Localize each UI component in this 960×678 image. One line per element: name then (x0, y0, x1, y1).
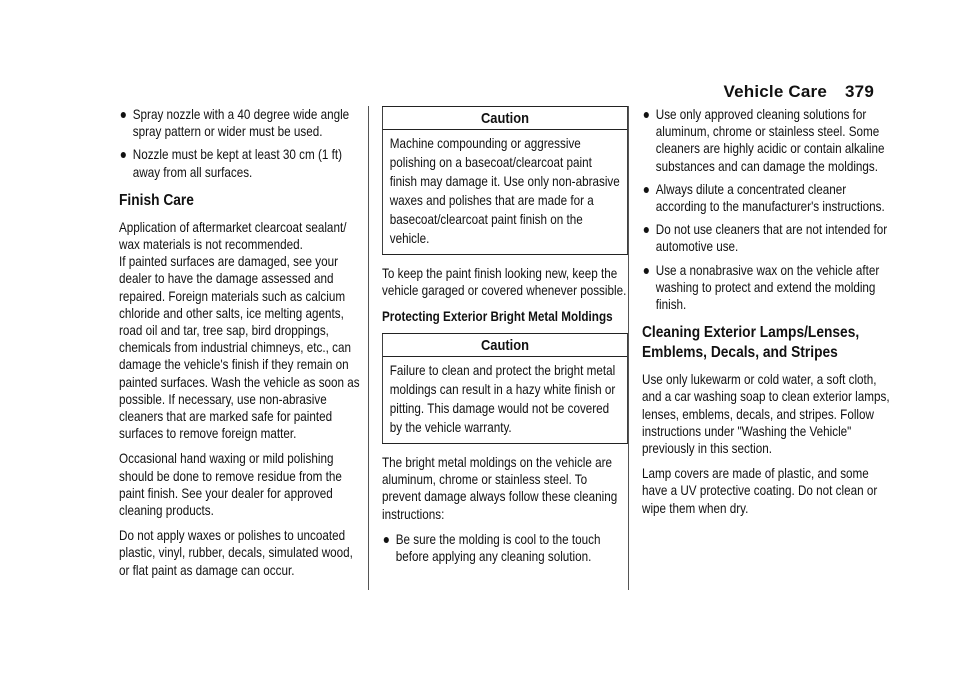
bullet-icon (120, 151, 127, 159)
bullet-icon (643, 226, 650, 234)
column-divider (628, 106, 629, 590)
list-item-text: Use a nonabrasive wax on the vehicle after washing to protect and extend the molding finish. (655, 262, 880, 313)
page-number: 379 (845, 82, 874, 101)
section-title: Vehicle Care (723, 82, 828, 101)
list-item-text: Use only approved cleaning solutions for aluminum, chrome or stainless steel. Some cleaners are highly acidic or contain alkaline substances and can damage the moldings. (655, 107, 885, 174)
paragraph: The bright metal moldings on the vehicle are aluminum, chrome or stainless steel. To prevent damage always follow these cleaning instructions: (382, 455, 618, 522)
list-item (382, 531, 628, 565)
list-item (119, 146, 365, 180)
bullet-icon (643, 267, 650, 275)
subheading: Protecting Exterior Bright Metal Moldings (382, 308, 613, 324)
column-3 (642, 106, 891, 525)
bullet-icon (643, 111, 650, 119)
caution-text: Machine compounding or aggressive polishing on a basecoat/clearcoat paint finish may damage it. Use only non-abrasive waxes and polishes that are made for a basecoat/clearcoat paint finish on the vehicle. (389, 136, 620, 247)
paragraph: Lamp covers are made of plastic, and some have a UV protective coating. Do not clean or wipe them when dry. (642, 466, 878, 516)
bullet-icon (120, 111, 127, 119)
paragraph: Use only lukewarm or cold water, a soft cloth, and a car washing soap to clean exterior lamps, lenses, emblems, decals, and stripes. Follow instructions under "Washing the Vehicle" previously in this section. (642, 372, 890, 457)
caution-box (382, 333, 628, 444)
list-item-text: Always dilute a concentrated cleaner according to the manufacturer's instructions. (655, 181, 885, 215)
paragraph: If painted surfaces are damaged, see your dealer to have the damage assessed and repaired. Foreign materials such as calcium chloride and other salts, ice melting agents, road oil and tar, tree sap, bird droppings, chemicals from industrial chimneys, etc., can damage the vehicle's finish if they remain on painted surfaces. Wash the vehicle as soon as possible. If necessary, use non-abrasive cleaners that are marked safe for painted surfaces to remove foreign matter. (119, 254, 360, 442)
bullet-icon (643, 186, 650, 194)
paragraph: To keep the paint finish looking new, keep the vehicle garaged or covered whenever possible. (382, 266, 627, 299)
column-1 (119, 106, 365, 587)
column-2 (382, 106, 628, 571)
caution-box (382, 106, 628, 255)
paragraph: Occasional hand waxing or mild polishing should be done to remove residue from the paint finish. See your dealer for approved cleaning products. (119, 451, 342, 519)
paragraph: Application of aftermarket clearcoat sealant/ wax materials is not recommended. (119, 219, 347, 253)
section-heading: Finish Care (119, 191, 194, 209)
caution-title: Caution (383, 107, 627, 130)
page-header (724, 82, 875, 102)
caution-title: Caution (383, 334, 627, 357)
list-item-text: Be sure the molding is cool to the touch before applying any cleaning solution. (395, 531, 601, 565)
caution-text: Failure to clean and protect the bright metal moldings can result in a hazy white finish or pitting. This damage would not be covered by the vehicle warranty. (389, 363, 616, 436)
list-item (642, 262, 891, 314)
column-divider (368, 106, 369, 590)
list-item (642, 181, 891, 215)
list-item (642, 106, 891, 175)
list-item-text: Do not use cleaners that are not intended for automotive use. (655, 222, 888, 255)
paragraph: Do not apply waxes or polishes to uncoated plastic, vinyl, rubber, decals, simulated wood, or flat paint as damage can occur. (119, 528, 353, 578)
section-heading: Cleaning Exterior Lamps/Lenses, Emblems, Decals, and Stripes (642, 324, 860, 362)
bullet-icon (383, 536, 390, 544)
list-item (119, 106, 365, 140)
list-item (642, 221, 891, 255)
list-item-text: Spray nozzle with a 40 degree wide angle spray pattern or wider must be used. (132, 107, 350, 140)
list-item-text: Nozzle must be kept at least 30 cm (1 ft) away from all surfaces. (132, 147, 342, 180)
